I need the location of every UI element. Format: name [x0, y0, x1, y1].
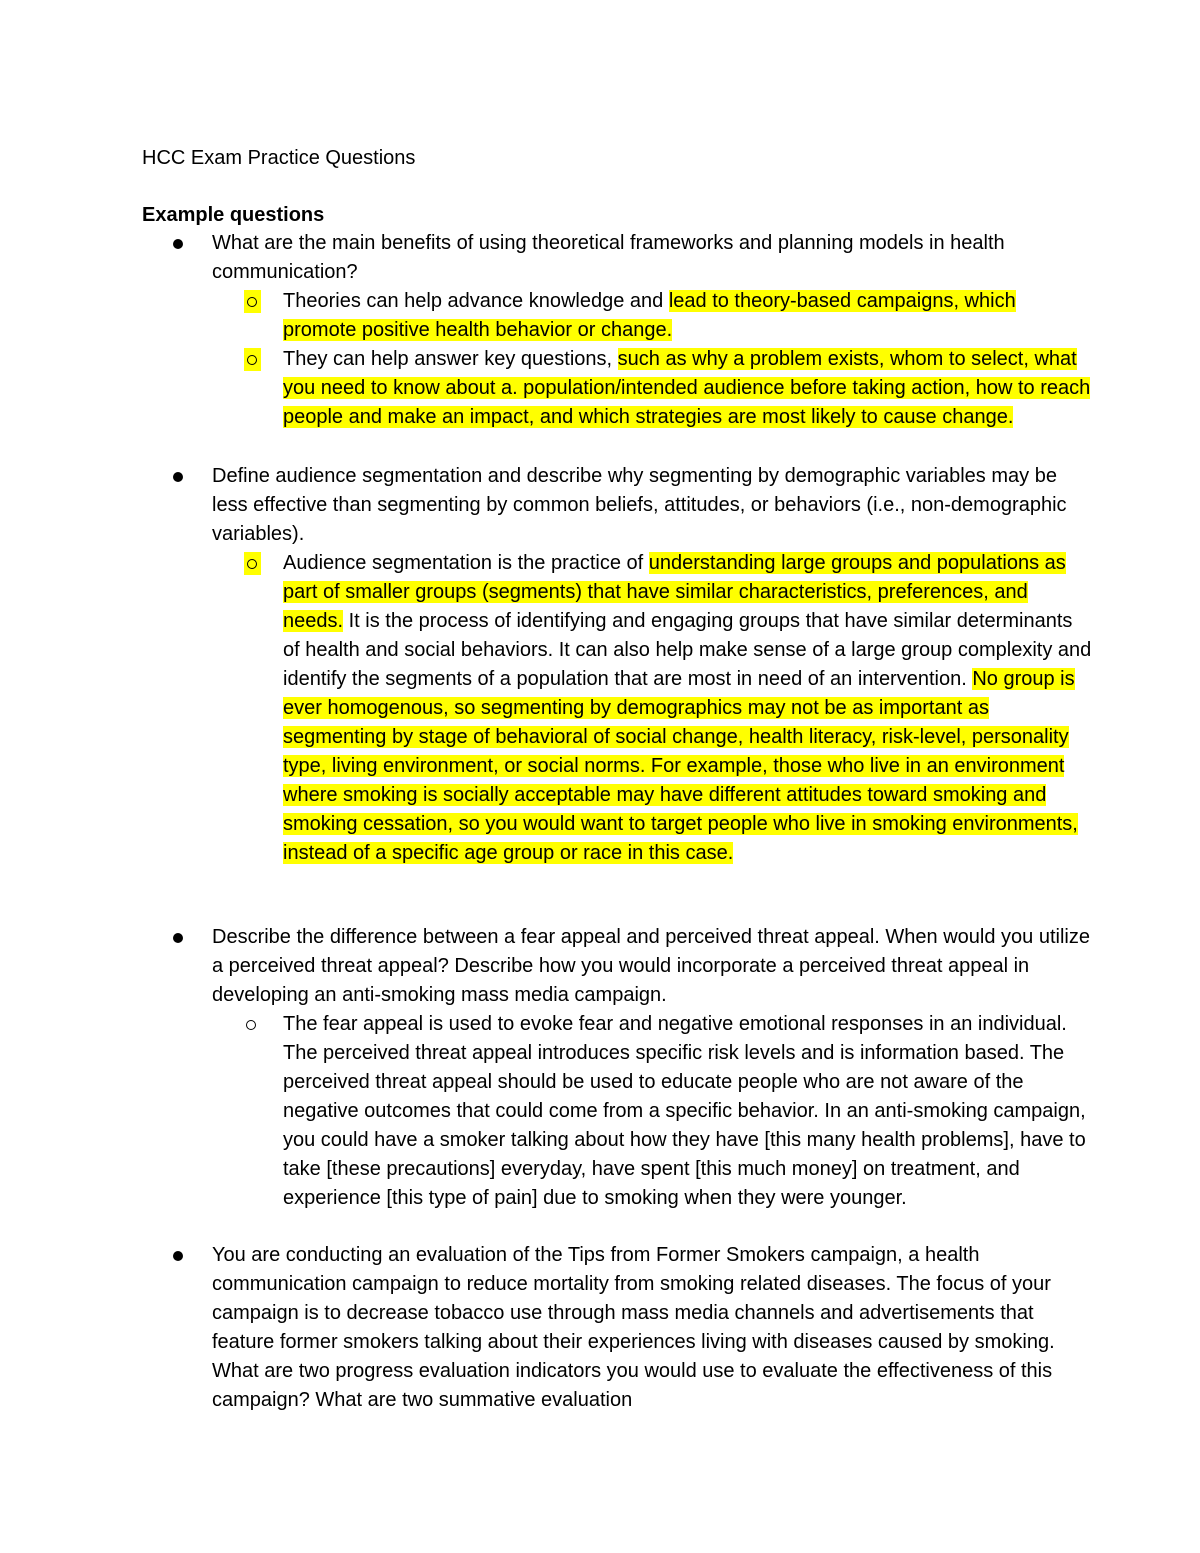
answer-text: The fear appeal is used to evoke fear and negative emotional responses in an individual. The perceived threat appeal introduces specific risk levels and is information based. The perceived threat appeal should be used to educate people who are not aware of the negative outcomes that could come from a specific behavior. In an anti-smoking campaign, you could have a smoker talking about how they have [this many health problems], have to take [these precautions] everyday, have spent [this much money] on treatment, and experience [this type of pain] due to smoking when they were younger. — [283, 1013, 1086, 1209]
answer-text: Theories can help advance knowledge and — [283, 290, 669, 312]
question-3: Describe the difference between a fear appeal and perceived threat appeal. When would you utilize a perceived threat appeal? Describe how you would incorporate a perceived threat appeal in developing an anti-smoking mass media campaign. — [212, 926, 1090, 1006]
circle-bullet-icon — [244, 290, 261, 313]
circle-bullet-icon — [244, 552, 261, 575]
answer-text: It is the process of identifying and engaging groups that have similar determinants of health and social behaviors. It can also help make sense of a large group complexity and identify the segments of a population that are most in need of an intervention. — [283, 610, 1092, 690]
question-1: What are the main benefits of using theoretical frameworks and planning models in health communication? — [212, 232, 1005, 283]
answer-1-2 — [283, 345, 1093, 432]
bullet-icon — [173, 933, 183, 943]
question-2: Define audience segmentation and describe why segmenting by demographic variables may be less effective than segmenting by common beliefs, attitudes, or behaviors (i.e., non-demographic variables). — [212, 465, 1067, 545]
circle-bullet-icon — [246, 1020, 256, 1030]
section-heading: Example questions — [142, 204, 325, 226]
bullet-icon — [173, 1251, 183, 1261]
highlighted-text: understanding large groups and populations as part of smaller groups (segments) that have similar characteristics, preferences, and needs. — [283, 552, 1066, 632]
answer-2-1 — [283, 549, 1093, 868]
bullet-icon — [173, 472, 183, 482]
circle-bullet-icon — [244, 348, 261, 371]
highlighted-text: lead to theory-based campaigns, which promote positive health behavior or change. — [283, 290, 1016, 341]
highlighted-text: such as why a problem exists, whom to select, what you need to know about a. population/intended audience before taking action, how to reach people and make an impact, and which strategies are most likely to cause change. — [283, 348, 1091, 428]
answer-text: Audience segmentation is the practice of — [283, 552, 649, 574]
answer-1-1 — [283, 287, 1093, 345]
answer-text: They can help answer key questions, — [283, 348, 618, 370]
bullet-icon — [173, 239, 183, 249]
answer-3-1 — [283, 1010, 1093, 1213]
question-4: You are conducting an evaluation of the Tips from Former Smokers campaign, a health communication campaign to reduce mortality from smoking related diseases. The focus of your campaign is to decrease tobacco use through mass media channels and advertisements that feature former smokers talking about their experiences living with diseases caused by smoking. What are two progress evaluation indicators you would use to evaluate the effectiveness of this campaign? What are two summative evaluation — [212, 1244, 1055, 1411]
document-title: HCC Exam Practice Questions — [142, 147, 416, 169]
highlighted-text: No group is ever homogenous, so segmenting by demographics may not be as important as segmenting by stage of behavioral of social change, health literacy, risk-level, personality type, living environment, or social norms. For example, those who live in an environment where smoking is socially acceptable may have different attitudes toward smoking and smoking cessation, so you would want to target people who live in smoking environments, instead of a specific age group or race in this case. — [283, 668, 1078, 864]
